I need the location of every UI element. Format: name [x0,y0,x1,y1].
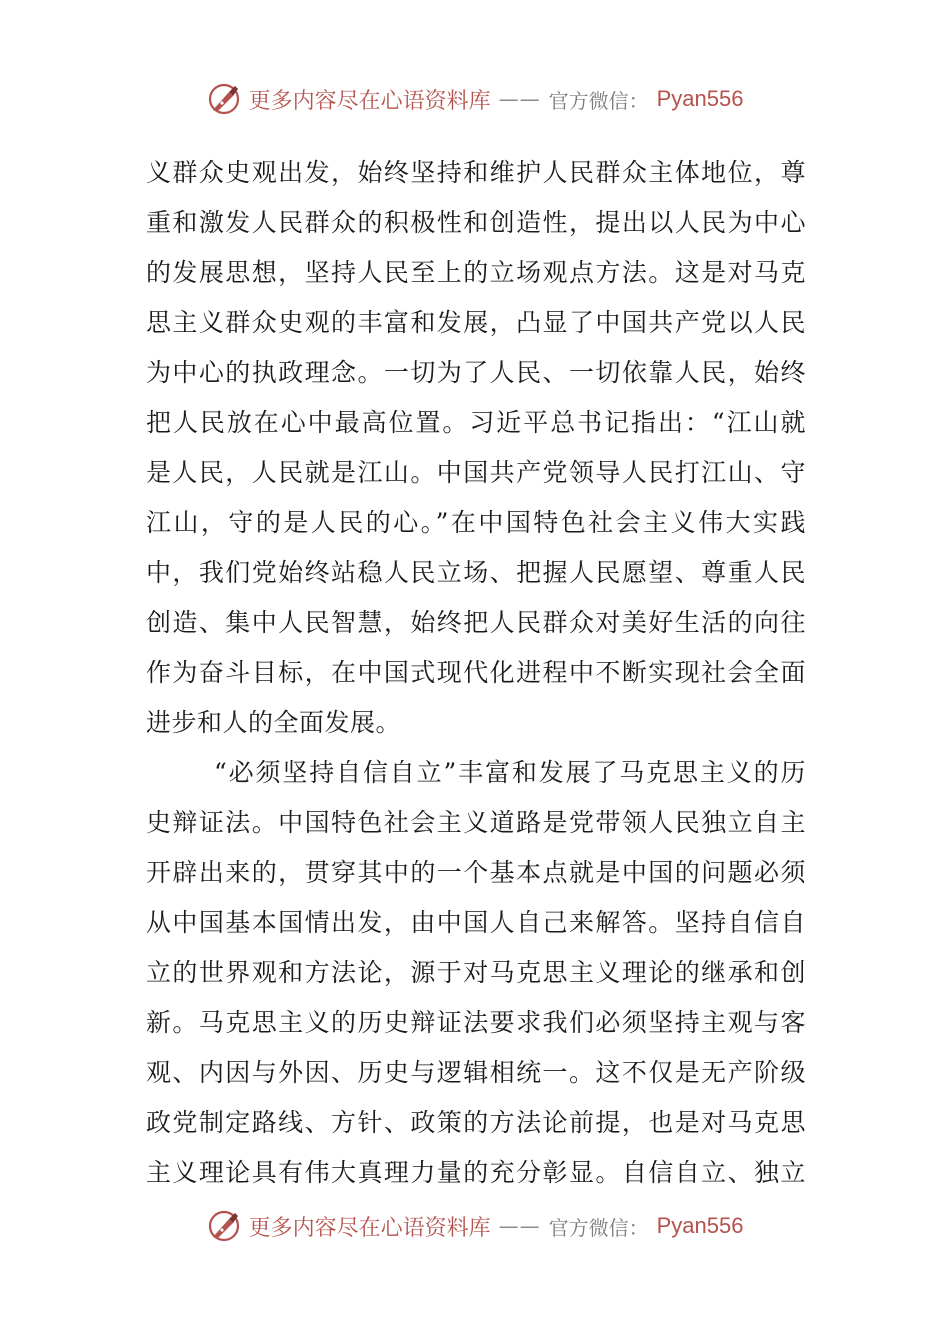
text-line: “必须坚持自信自立”丰富和发展了马克思主义的历 [214,758,806,787]
text-line: 主义理论具有伟大真理力量的充分彰显。自信自立、独立 [146,1158,806,1187]
header-watermark [0,82,950,116]
text-line: 义群众史观出发，始终坚持和维护人民群众主体地位，尊 [146,158,806,187]
paragraph-1 [146,148,806,748]
document-body [146,148,806,1198]
footer-watermark [0,1209,950,1243]
text-line: 观、内因与外因、历史与逻辑相统一。这不仅是无产阶级 [146,1058,806,1087]
text-line: 为中心的执政理念。一切为了人民、一切依靠人民，始终 [146,358,806,387]
text-line: 从中国基本国情出发，由中国人自己来解答。坚持自信自 [146,908,806,937]
text-line: 创造、集中人民智慧，始终把人民群众对美好生活的向往 [146,608,806,637]
watermark-brand: 更多内容尽在心语资料库 [248,1215,491,1241]
watermark-brand: 更多内容尽在心语资料库 [248,88,491,114]
text-line: 立的世界观和方法论，源于对马克思主义理论的继承和创 [146,958,806,987]
text-line: 把人民放在心中最高位置。习近平总书记指出：“江山就 [146,408,806,437]
watermark-separator: —— [498,87,541,111]
text-line: 新。马克思主义的历史辩证法要求我们必须坚持主观与客 [146,1008,806,1037]
text-line: 的发展思想，坚持人民至上的立场观点方法。这是对马克 [146,258,806,287]
text-line: 政党制定路线、方针、政策的方法论前提，也是对马克思 [146,1108,806,1137]
text-line: 是人民，人民就是江山。中国共产党领导人民打江山、守 [146,458,806,487]
watermark-contact-label: 官方微信： [548,1215,649,1240]
text-line: 重和激发人民群众的积极性和创造性，提出以人民为中心 [146,208,806,237]
watermark-contact-label: 官方微信： [548,88,649,113]
watermark-separator: —— [498,1214,541,1238]
watermark-contact-id: Pyan556 [656,86,744,111]
text-line: 思主义群众史观的丰富和发展，凸显了中国共产党以人民 [146,308,806,337]
paragraph-2 [146,748,806,1198]
text-line: 作为奋斗目标，在中国式现代化进程中不断实现社会全面 [146,658,806,687]
watermark-contact-id: Pyan556 [656,1213,744,1238]
text-line: 史辩证法。中国特色社会主义道路是党带领人民独立自主 [146,808,806,837]
pen-nib-circle-icon [207,82,241,116]
text-line: 江山，守的是人民的心。”在中国特色社会主义伟大实践 [146,508,806,537]
text-line: 开辟出来的，贯穿其中的一个基本点就是中国的问题必须 [146,858,806,887]
text-line: 中，我们党始终站稳人民立场、把握人民愿望、尊重人民 [146,558,806,587]
text-line: 进步和人的全面发展。 [146,708,402,737]
pen-nib-circle-icon [207,1209,241,1243]
